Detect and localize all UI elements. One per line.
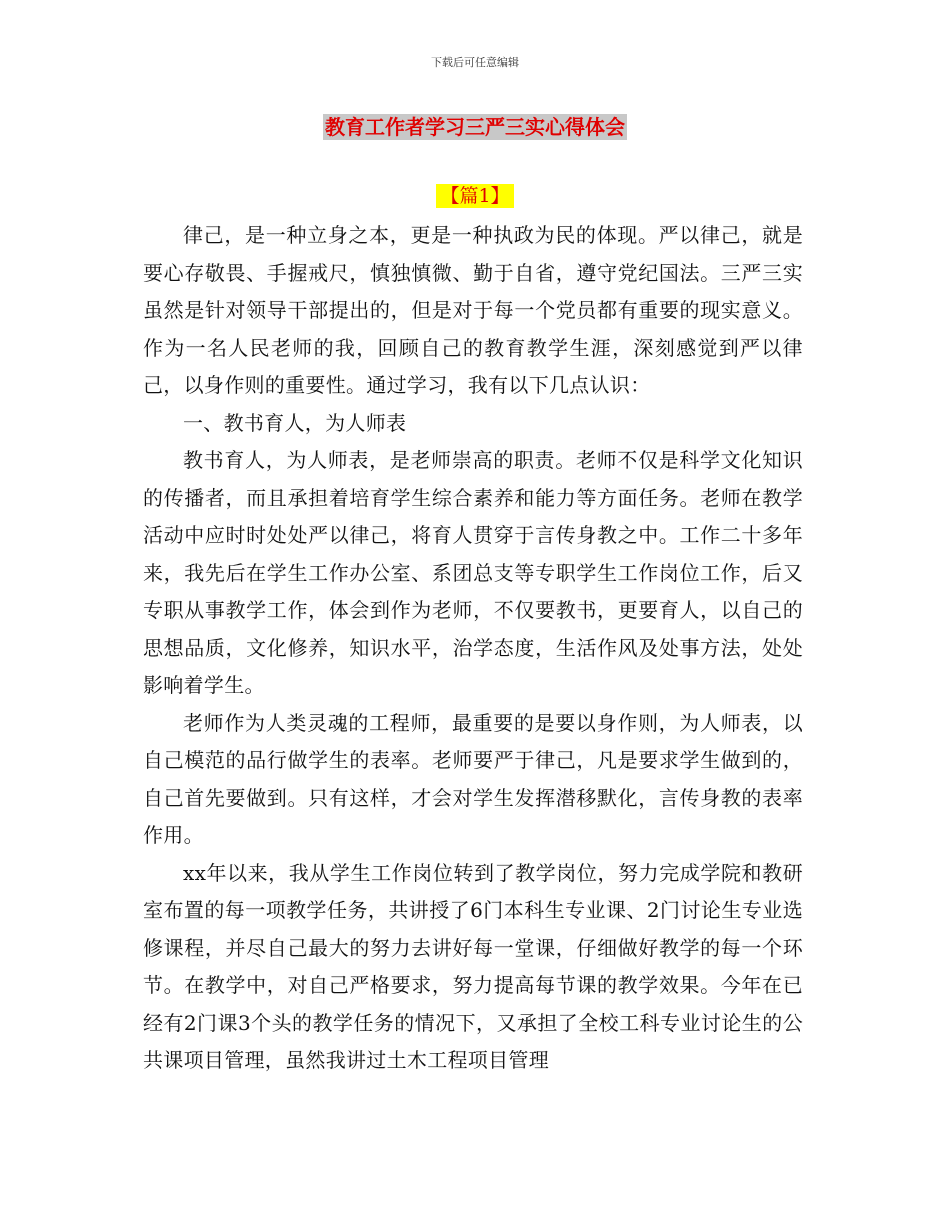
paragraph: 教书育人，为人师表，是老师崇高的职责。老师不仅是科学文化知识的传播者，而且承担着培育学生综合素养和能力等方面任务。老师在教学活动中应时时处处严以律己，将育人贯穿于言传身教之中。工作二十多年来，我先后在学生工作办公室、系团总支等专职学生工作岗位工作，后又专职从事教学工作，体会到作为老师，不仅要教书，更要育人，以自己的思想品质，文化修养，知识水平，治学态度，生活作风及处事方法，处处影响着学生。 [143,448,803,697]
paragraph: 律己，是一种立身之本，更是一种执政为民的体现。严以律己，就是要心存敬畏、手握戒尺，慎独慎微、勤于自省，遵守党纪国法。三严三实虽然是针对领导干部提出的，但是对于每一个党员都有重要的现实意义。作为一名人民老师的我，回顾自己的教育教学生涯，深刻感觉到严以律己，以身作则的重要性。通过学习，我有以下几点认识： [143,223,803,397]
section-label-text: 【篇1】 [436,184,513,208]
section-label [0,182,950,210]
document-title-text: 教育工作者学习三严三实心得体会 [325,115,625,139]
document-body [143,217,803,1080]
header-note: 下载后可任意编辑 [431,56,519,69]
paragraph: 老师作为人类灵魂的工程师，最重要的是要以身作则，为人师表，以自己模范的品行做学生的表率。老师要严于律己，凡是要求学生做到的，自己首先要做到。只有这样，才会对学生发挥潜移默化，言传身教的表率作用。 [143,710,803,847]
paragraph: xx年以来，我从学生工作岗位转到了教学岗位，努力完成学院和教研室布置的每一项教学任务，共讲授了6门本科生专业课、2门讨论生专业选修课程，并尽自己最大的努力去讲好每一堂课，仔细做好教学的每一个环节。在教学中，对自己严格要求，努力提高每节课的教学效果。今年在已经有2门课3个头的教学任务的情况下，又承担了全校工科专业讨论生的公共课项目管理，虽然我讲过土木工程项目管理 [143,860,803,1072]
subheading: 一、教书育人，为人师表 [183,410,407,435]
document-title [0,112,950,142]
